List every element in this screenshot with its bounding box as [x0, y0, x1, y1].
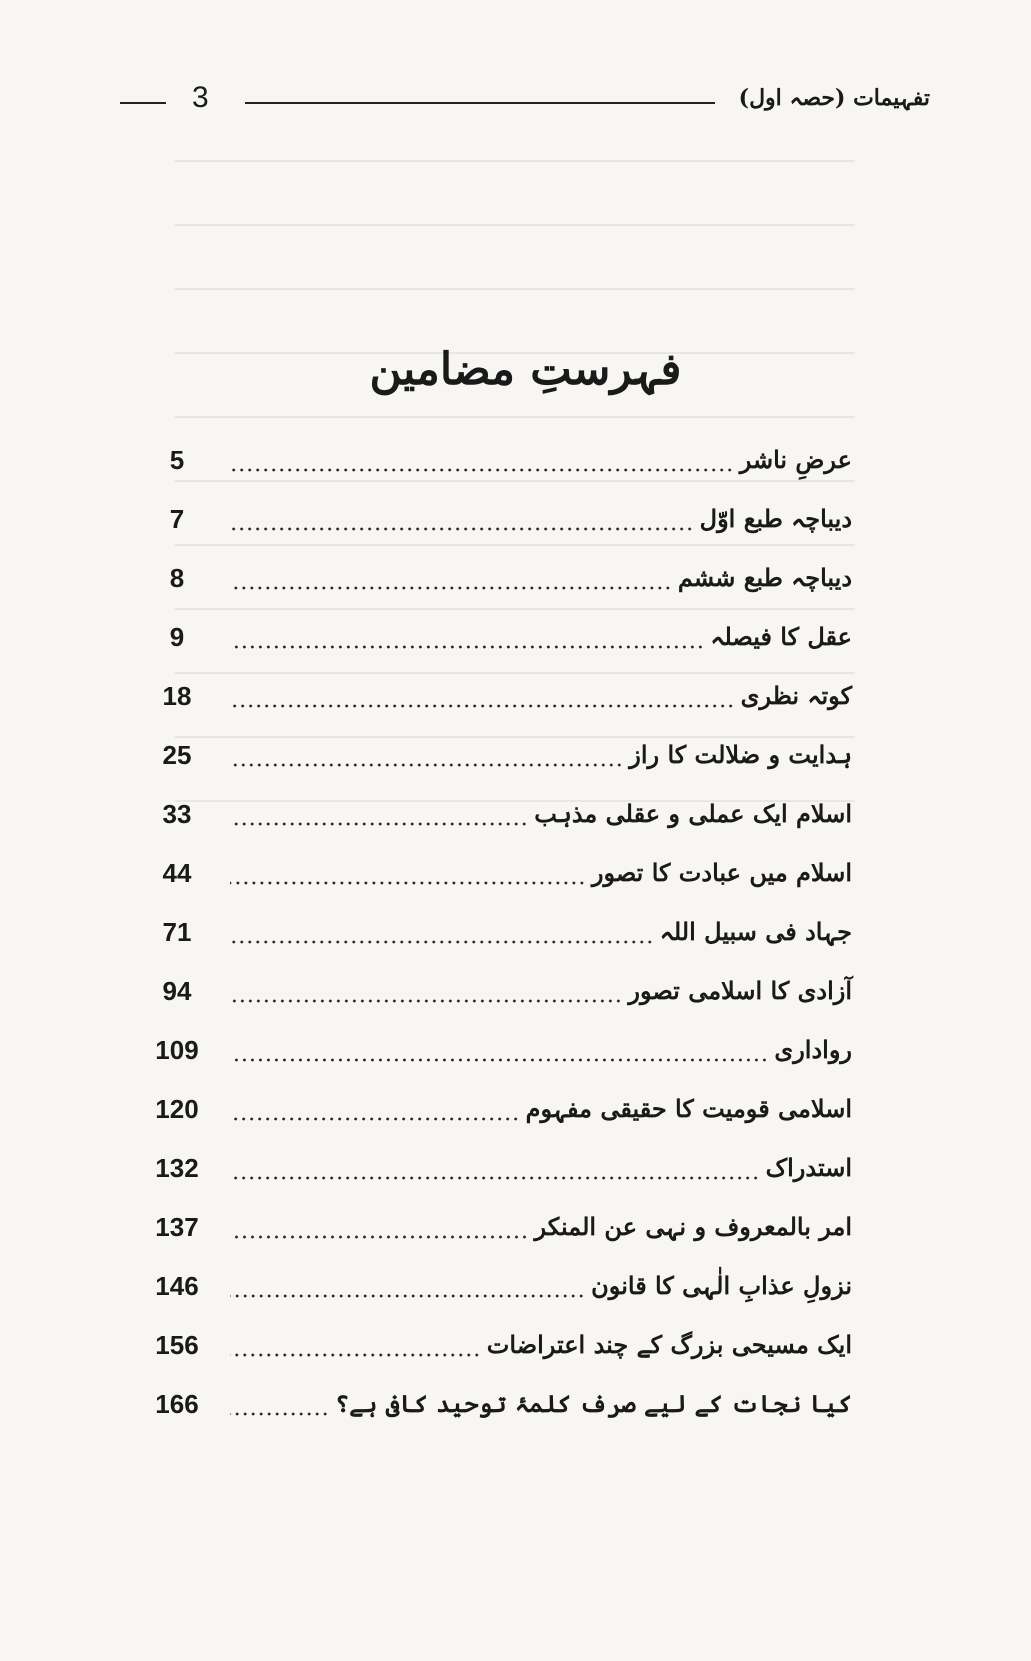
toc-entry-line	[230, 1325, 852, 1365]
toc-entry	[138, 794, 860, 853]
toc-entry-line	[230, 735, 852, 775]
dot-leader	[230, 1117, 520, 1121]
toc-entry-line	[230, 617, 852, 657]
dot-leader	[230, 822, 528, 826]
toc-entry-line	[230, 1148, 852, 1188]
toc-entry-title: کیا نجات کے لیے صرف کلمۂ توحید کافی ہے؟	[335, 1389, 852, 1418]
toc-entry	[138, 1207, 860, 1266]
running-header	[120, 78, 930, 122]
toc-entry	[138, 440, 860, 499]
table-of-contents	[138, 440, 860, 1443]
toc-page-number: 137	[155, 1212, 199, 1242]
toc-entry-title: اسلام ایک عملی و عقلی مذہب	[534, 799, 852, 828]
toc-entry	[138, 1384, 860, 1443]
dot-leader	[230, 527, 694, 531]
toc-entry-line	[230, 1384, 852, 1424]
toc-entry	[138, 1148, 860, 1207]
toc-entry-line	[230, 971, 852, 1011]
toc-entry-title: ایک مسیحی بزرگ کے چند اعتراضات	[486, 1330, 852, 1359]
toc-entry-line	[230, 794, 852, 834]
dot-leader	[230, 1235, 528, 1239]
toc-page-number: 5	[169, 445, 185, 475]
toc-entry-line	[230, 912, 852, 952]
toc-entry-title: دیباچہ طبع ششم	[677, 563, 852, 592]
dot-leader	[230, 1412, 329, 1416]
toc-entry-title: ہدایت و ضلالت کا راز	[629, 740, 852, 769]
toc-page-number: 156	[155, 1330, 199, 1360]
toc-entry	[138, 912, 860, 971]
toc-entry-line	[230, 853, 852, 893]
toc-page-number: 33	[162, 799, 192, 829]
toc-page-number: 132	[155, 1153, 199, 1183]
toc-page-number: 9	[169, 622, 185, 652]
dot-leader	[230, 1294, 585, 1298]
toc-page-number: 94	[162, 976, 192, 1006]
toc-entry-title: اسلامی قومیت کا حقیقی مفہوم	[525, 1094, 852, 1123]
toc-entry-title: کوتہ نظری	[740, 681, 852, 710]
toc-entry	[138, 1325, 860, 1384]
toc-entry-title: عقل کا فیصلہ	[710, 622, 852, 651]
dot-leader	[230, 881, 586, 885]
toc-entry	[138, 676, 860, 735]
page-number: 3	[192, 81, 209, 114]
dot-leader	[230, 1176, 760, 1180]
toc-page-number: 146	[155, 1271, 199, 1301]
toc-page-number: 25	[162, 740, 192, 770]
toc-entry-line	[230, 1030, 852, 1070]
toc-entry-line	[230, 440, 852, 480]
toc-entry-title: نزولِ عذابِ الٰہی کا قانون	[591, 1271, 852, 1300]
dot-leader	[230, 1353, 481, 1357]
toc-entry-title: استدراک	[765, 1153, 852, 1182]
toc-entry-title: عرضِ ناشر	[739, 445, 852, 474]
dot-leader	[230, 586, 672, 590]
dot-leader	[230, 999, 622, 1003]
toc-entry-line	[230, 558, 852, 598]
toc-page-number: 166	[155, 1389, 199, 1419]
header-dash	[120, 102, 166, 104]
toc-page-number: 44	[162, 858, 192, 888]
header-rule	[245, 102, 715, 104]
toc-entry	[138, 853, 860, 912]
toc-entry	[138, 1030, 860, 1089]
toc-entry-title: جہاد فی سبیل اللہ	[659, 917, 852, 946]
toc-entry	[138, 971, 860, 1030]
dot-leader	[230, 763, 623, 767]
toc-entry	[138, 735, 860, 794]
toc-entry-line	[230, 1089, 852, 1129]
dot-leader	[230, 645, 704, 649]
dot-leader	[230, 1058, 768, 1062]
toc-page-number: 8	[169, 563, 185, 593]
toc-entry-title: آزادی کا اسلامی تصور	[628, 976, 852, 1005]
dot-leader	[230, 468, 734, 472]
toc-entry	[138, 558, 860, 617]
toc-entry-line	[230, 1266, 852, 1306]
toc-entry-title: اسلام میں عبادت کا تصور	[591, 858, 852, 887]
toc-page-number: 109	[155, 1035, 199, 1065]
book-title: تفہیمات (حصہ اول)	[738, 85, 930, 111]
toc-entry-title: رواداری	[774, 1035, 852, 1064]
toc-page-number: 120	[155, 1094, 199, 1124]
toc-page-number: 71	[162, 917, 192, 947]
toc-page-number: 7	[169, 504, 185, 534]
toc-page-number: 18	[162, 681, 192, 711]
toc-entry-title: امر بالمعروف و نہی عن المنکر	[534, 1212, 852, 1241]
toc-entry	[138, 1266, 860, 1325]
toc-entry-line	[230, 499, 852, 539]
toc-entry-line	[230, 676, 852, 716]
dot-leader	[230, 704, 735, 708]
toc-entry	[138, 1089, 860, 1148]
toc-entry-line	[230, 1207, 852, 1247]
toc-entry	[138, 499, 860, 558]
dot-leader	[230, 940, 654, 944]
toc-entry-title: دیباچہ طبع اوّل	[699, 504, 852, 533]
toc-entry	[138, 617, 860, 676]
page-title: فہرستِ مضامین	[369, 344, 682, 395]
